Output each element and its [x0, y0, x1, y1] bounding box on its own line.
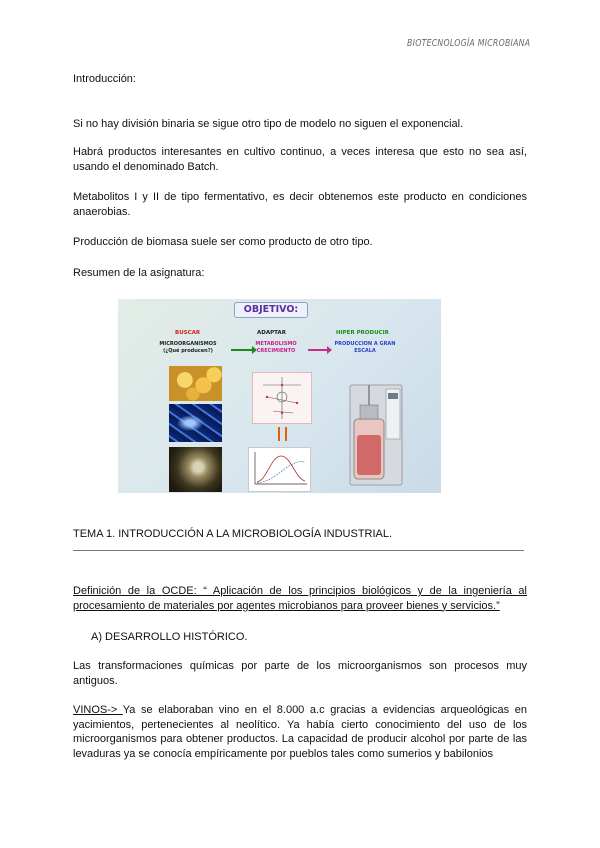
bioreactor-photo	[346, 379, 406, 489]
section-divider	[73, 550, 524, 551]
vinos-label: VINOS->	[73, 704, 123, 716]
figure-col3-heading: HIPER PRODUCIR	[336, 330, 389, 336]
figure-title: OBJETIVO:	[234, 302, 308, 318]
summary-figure	[118, 299, 441, 493]
figure-col3-sub-line1: PRODUCCION A GRAN	[334, 341, 396, 347]
figure-col1-sub	[143, 341, 233, 355]
paragraph-cultivo-continuo: Habrá productos interesantes en cultivo continuo, a veces interesa que esto no sea así, usando el denominado Batch.	[73, 146, 527, 173]
figure-col1-heading: BUSCAR	[175, 330, 201, 336]
magenta-arrow-icon	[308, 349, 328, 351]
down-arrow-icon	[278, 427, 280, 441]
figure-col1-sub-line2: (¿Qué producen?)	[163, 348, 213, 354]
figure-col3-sub-line2: ESCALA	[354, 348, 376, 354]
paragraph-biomasa: Producción de biomasa suele ser como producto de otro tipo.	[73, 236, 373, 248]
figure-col2-heading: ADAPTAR	[257, 330, 286, 336]
figure-col3-sub	[326, 341, 404, 355]
up-arrow-icon	[285, 427, 287, 441]
green-arrow-icon	[231, 349, 253, 351]
intro-heading: Introducción:	[73, 73, 136, 85]
section-a-heading: A) DESARROLLO HISTÓRICO.	[91, 631, 248, 643]
figure-col1-sub-line1: MICROORGANISMOS	[159, 341, 217, 347]
paragraph-vinos	[73, 703, 527, 761]
metabolic-pathway-diagram	[252, 372, 312, 424]
paragraph-transformaciones: Las transformaciones químicas por parte de los microorganismos son procesos muy antiguos.	[73, 660, 527, 687]
figure-col2-sub-line2: CRECIMIENTO	[256, 348, 296, 354]
growth-curve-diagram	[248, 447, 311, 492]
bacteria-micrograph-photo	[169, 404, 222, 442]
paragraph-division-binaria: Si no hay división binaria se sigue otro tipo de modelo no siguen el exponencial.	[73, 118, 464, 130]
tema-title: TEMA 1. INTRODUCCIÓN A LA MICROBIOLOGÍA INDUSTRIAL.	[73, 528, 393, 540]
yeast-cells-photo	[169, 366, 222, 401]
colony-photo	[169, 447, 222, 492]
definition-ocde: Definición de la OCDE: “ Aplicación de los principios biológicos y de la ingeniería al procesamiento de materiales por agentes microbianos para proveer bienes y servicios.”	[73, 585, 527, 612]
paragraph-metabolitos: Metabolitos I y II de tipo fermentativo, es decir obtenemos este producto en condiciones anaerobias.	[73, 191, 527, 218]
running-header: BIOTECNOLOGÍA MICROBIANA	[406, 38, 530, 49]
figure-col2-sub-line1: METABOLISMO	[255, 341, 297, 347]
paragraph-resumen: Resumen de la asignatura:	[73, 267, 205, 279]
vinos-text: Ya se elaboraban vino en el 8.000 a.c gracias a evidencias arqueológicas en yacimientos, pertenecientes al neolítico. Ya había cierto conocimiento del uso de los microorganismos para obtener productos. La capacidad de producir alcohol por parte de las levaduras ya se conocía empíricamente por pueblos tales como sumerios y babilonios	[73, 704, 527, 760]
